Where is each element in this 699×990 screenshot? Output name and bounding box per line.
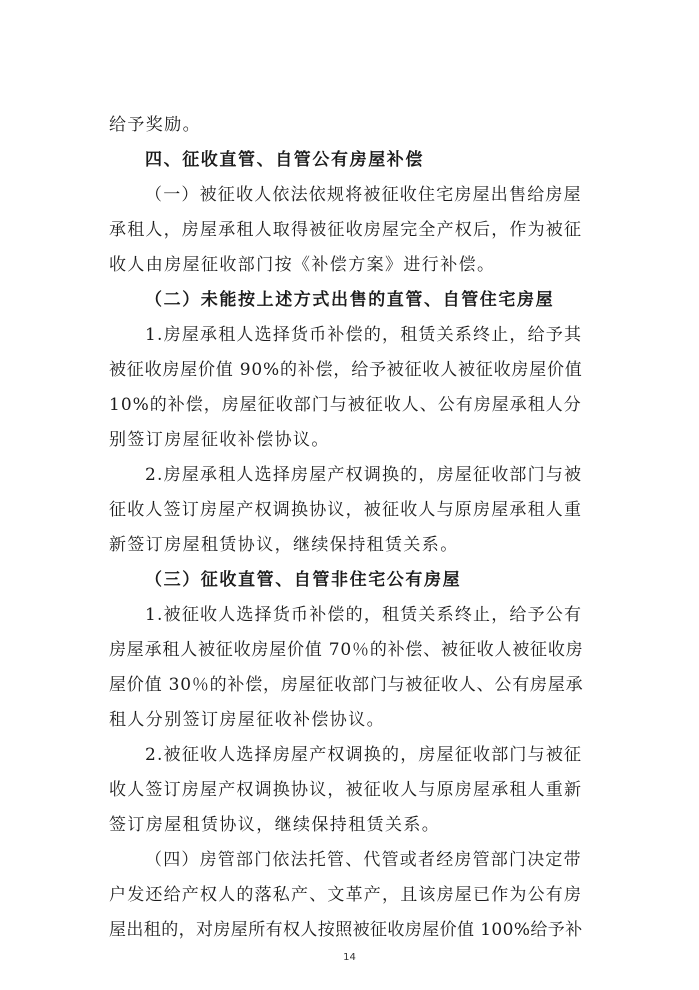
- page-number: 14: [343, 952, 356, 963]
- text-line: 别签订房屋征收补偿协议。: [109, 430, 330, 450]
- text-line: 给予奖励。: [109, 115, 201, 135]
- text-line: 签订房屋租赁协议，继续保持租赁关系。: [109, 815, 441, 835]
- text-line: （一）被征收人依法依规将被征收住宅房屋出售给房屋: [145, 185, 582, 205]
- text-line: 新签订房屋租赁协议，继续保持租赁关系。: [109, 535, 459, 555]
- text-line: 户发还给产权人的落私产、文革产，且该房屋已作为公有房: [109, 885, 583, 905]
- text-line: 1.房屋承租人选择货币补偿的，租赁关系终止，给予其: [145, 325, 583, 345]
- text-line: 承租人，房屋承租人取得被征收房屋完全产权后，作为被征: [109, 220, 583, 240]
- text-line: 收人签订房屋产权调换协议，被征收人与原房屋承租人重新: [109, 780, 583, 800]
- text-line: 1.被征收人选择货币补偿的，租赁关系终止，给予公有: [145, 605, 583, 625]
- subsection-heading: （二）未能按上述方式出售的直管、自管住宅房屋: [145, 290, 555, 310]
- text-line: 收人由房屋征收部门按《补偿方案》进行补偿。: [109, 255, 496, 275]
- text-line: 屋出租的，对房屋所有权人按照被征收房屋价值 100%给予补: [109, 920, 583, 940]
- text-line: （四）房管部门依法托管、代管或者经房管部门决定带: [145, 850, 582, 870]
- section-heading: 四、征收直管、自管公有房屋补偿: [145, 150, 424, 170]
- text-line: 房屋承租人被征收房屋价值 70％的补偿、被征收人被征收房: [109, 640, 584, 660]
- subsection-heading: （三）征收直管、自管非住宅公有房屋: [145, 570, 462, 590]
- text-line: 2.被征收人选择房屋产权调换的，房屋征收部门与被征: [145, 745, 583, 765]
- text-line: 被征收房屋价值 90%的补偿，给予被征收人被征收房屋价值: [109, 360, 583, 380]
- text-line: 2.房屋承租人选择房屋产权调换的，房屋征收部门与被: [145, 465, 583, 485]
- text-line: 10%的补偿，房屋征收部门与被征收人、公有房屋承租人分: [109, 395, 582, 415]
- text-line: 租人分别签订房屋征收补偿协议。: [109, 710, 385, 730]
- text-line: 屋价值 30％的补偿，房屋征收部门与被征收人、公有房屋承: [109, 675, 584, 695]
- text-line: 征收人签订房屋产权调换协议，被征收人与原房屋承租人重: [109, 500, 583, 520]
